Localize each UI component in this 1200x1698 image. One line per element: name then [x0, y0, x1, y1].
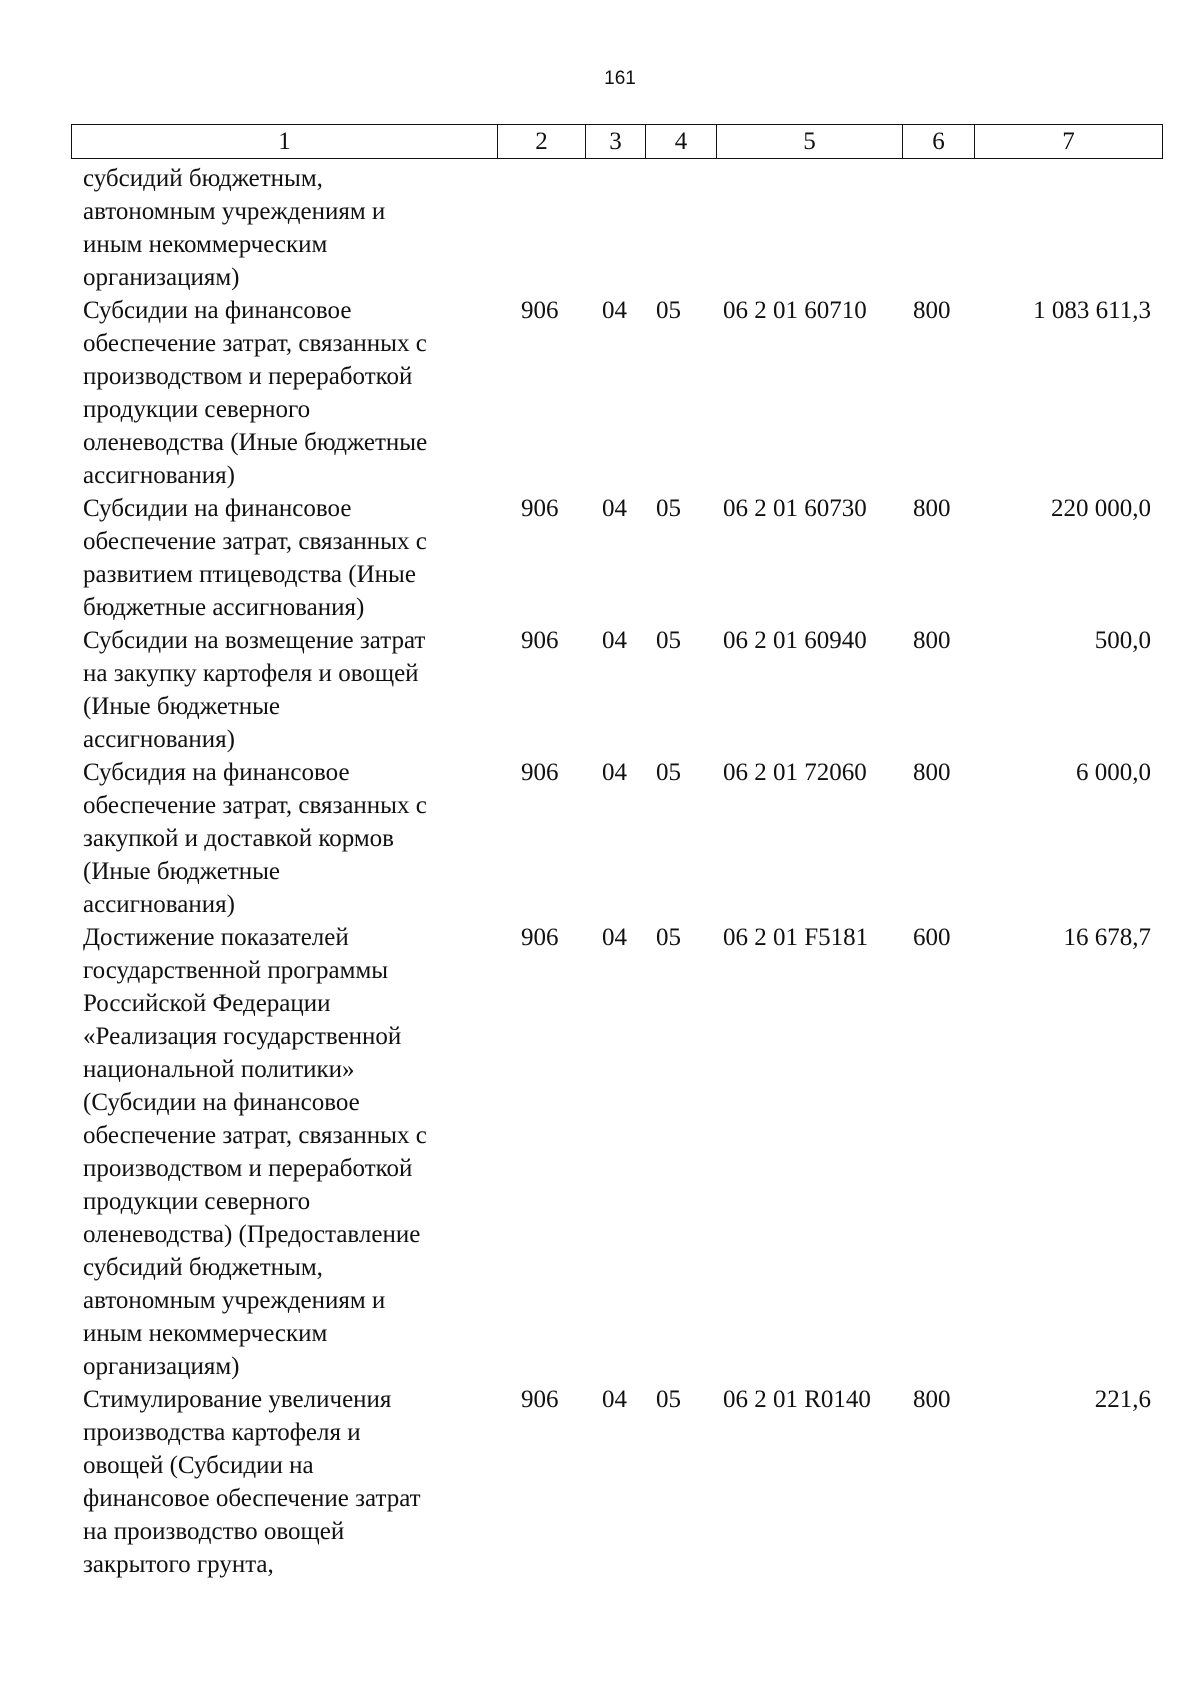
- description-line: ассигнования): [83, 462, 235, 489]
- description-line: «Реализация государственной: [83, 1023, 402, 1050]
- row-description: [71, 756, 511, 921]
- row-subsection: 05: [656, 627, 681, 654]
- description-line: Субсидии на финансовое: [83, 297, 352, 324]
- description-line: (Иные бюджетные: [83, 693, 280, 720]
- row-target-article: 06 2 01 60730: [723, 495, 867, 522]
- row-section: 04: [602, 297, 627, 324]
- header-col-7: 7: [974, 125, 1162, 158]
- row-ministry-code: 906: [521, 297, 559, 324]
- description-line: Субсидии на возмещение затрат: [83, 627, 426, 654]
- row-target-article: 06 2 01 72060: [723, 759, 867, 786]
- row-description: [71, 1383, 511, 1581]
- row-description: [71, 921, 511, 1383]
- row-amount: 220 000,0: [1051, 495, 1151, 522]
- row-expense-type: [901, 162, 973, 294]
- row-subsection: [644, 162, 715, 294]
- row-expense-type: 800: [913, 759, 951, 786]
- description-line: ассигнования): [83, 726, 235, 753]
- table-row: [71, 624, 1163, 756]
- description-line: национальной политики»: [83, 1056, 355, 1083]
- table-row: [71, 921, 1163, 1383]
- row-ministry-code: 906: [521, 627, 559, 654]
- table-body: [71, 162, 1163, 1581]
- description-line: обеспечение затрат, связанных с: [83, 330, 427, 357]
- description-line: Достижение показателей: [83, 924, 349, 951]
- row-amount: [973, 162, 1163, 294]
- description-line: (Иные бюджетные: [83, 858, 280, 885]
- row-section: 04: [602, 759, 627, 786]
- description-line: Субсидия на финансовое: [83, 759, 350, 786]
- description-line: производством и переработкой: [83, 1155, 413, 1182]
- description-line: продукции северного: [83, 396, 311, 423]
- description-line: обеспечение затрат, связанных с: [83, 528, 427, 555]
- row-subsection: 05: [656, 297, 681, 324]
- description-line: производства картофеля и: [83, 1419, 361, 1446]
- row-section: 04: [602, 627, 627, 654]
- row-target-article: [715, 162, 901, 294]
- row-ministry-code: 906: [521, 924, 559, 951]
- description-line: субсидий бюджетным,: [83, 165, 323, 192]
- description-line: обеспечение затрат, связанных с: [83, 1122, 427, 1149]
- row-target-article: 06 2 01 60940: [723, 627, 867, 654]
- row-amount: 1 083 611,3: [1033, 297, 1151, 324]
- table-header-row: [71, 124, 1163, 159]
- row-description: [71, 294, 511, 492]
- row-expense-type: 800: [913, 627, 951, 654]
- row-ministry-code: 906: [521, 1386, 559, 1413]
- description-line: автономным учреждениям и: [83, 1287, 386, 1314]
- row-section: 04: [602, 924, 627, 951]
- row-amount: 6 000,0: [1076, 759, 1151, 786]
- row-ministry-code: [511, 162, 584, 294]
- description-line: иным некоммерческим: [83, 1320, 328, 1347]
- row-target-article: 06 2 01 F5181: [723, 924, 869, 951]
- row-subsection: 05: [656, 1386, 681, 1413]
- row-expense-type: 800: [913, 297, 951, 324]
- table-row: [71, 294, 1163, 492]
- description-line: (Субсидии на финансовое: [83, 1089, 360, 1116]
- header-col-5: 5: [716, 125, 902, 158]
- description-line: производством и переработкой: [83, 363, 413, 390]
- description-line: закупкой и доставкой кормов: [83, 825, 394, 852]
- header-col-4: 4: [645, 125, 716, 158]
- header-col-6: 6: [902, 125, 974, 158]
- row-section: [584, 162, 644, 294]
- description-line: Стимулирование увеличения: [83, 1386, 392, 1413]
- row-target-article: 06 2 01 60710: [723, 297, 867, 324]
- row-expense-type: 800: [913, 495, 951, 522]
- table-row: [71, 1383, 1163, 1581]
- row-amount: 16 678,7: [1063, 924, 1151, 951]
- description-line: иным некоммерческим: [83, 231, 328, 258]
- header-col-2: 2: [497, 125, 585, 158]
- table-row: [71, 162, 1163, 294]
- description-line: оленеводства) (Предоставление: [83, 1221, 421, 1248]
- row-section: 04: [602, 1386, 627, 1413]
- row-expense-type: 800: [913, 1386, 951, 1413]
- row-amount: 221,6: [1094, 1386, 1151, 1413]
- description-line: ассигнования): [83, 891, 235, 918]
- row-description: [71, 162, 511, 294]
- description-line: на производство овощей: [83, 1518, 345, 1545]
- description-line: обеспечение затрат, связанных с: [83, 792, 427, 819]
- description-line: развитием птицеводства (Иные: [83, 561, 416, 588]
- description-line: овощей (Субсидии на: [83, 1452, 314, 1479]
- budget-table: [71, 124, 1163, 1581]
- description-line: продукции северного: [83, 1188, 311, 1215]
- row-description: [71, 492, 511, 624]
- description-line: бюджетные ассигнования): [83, 594, 365, 621]
- row-ministry-code: 906: [521, 495, 559, 522]
- page-number: 161: [604, 68, 636, 89]
- row-subsection: 05: [656, 924, 681, 951]
- description-line: государственной программы: [83, 957, 389, 984]
- header-col-3: 3: [585, 125, 645, 158]
- description-line: организациям): [83, 264, 240, 291]
- description-line: организациям): [83, 1353, 240, 1380]
- row-subsection: 05: [656, 495, 681, 522]
- header-col-1: 1: [278, 128, 291, 155]
- description-line: субсидий бюджетным,: [83, 1254, 323, 1281]
- description-line: оленеводства (Иные бюджетные: [83, 429, 428, 456]
- description-line: на закупку картофеля и овощей: [83, 660, 419, 687]
- table-row: [71, 756, 1163, 921]
- row-ministry-code: 906: [521, 759, 559, 786]
- description-line: Субсидии на финансовое: [83, 495, 352, 522]
- row-section: 04: [602, 495, 627, 522]
- description-line: закрытого грунта,: [83, 1551, 274, 1578]
- description-line: Российской Федерации: [83, 990, 331, 1017]
- row-subsection: 05: [656, 759, 681, 786]
- description-line: автономным учреждениям и: [83, 198, 386, 225]
- table-row: [71, 492, 1163, 624]
- row-target-article: 06 2 01 R0140: [723, 1386, 871, 1413]
- row-amount: 500,0: [1094, 627, 1151, 654]
- row-description: [71, 624, 511, 756]
- row-expense-type: 600: [913, 924, 951, 951]
- description-line: финансовое обеспечение затрат: [83, 1485, 421, 1512]
